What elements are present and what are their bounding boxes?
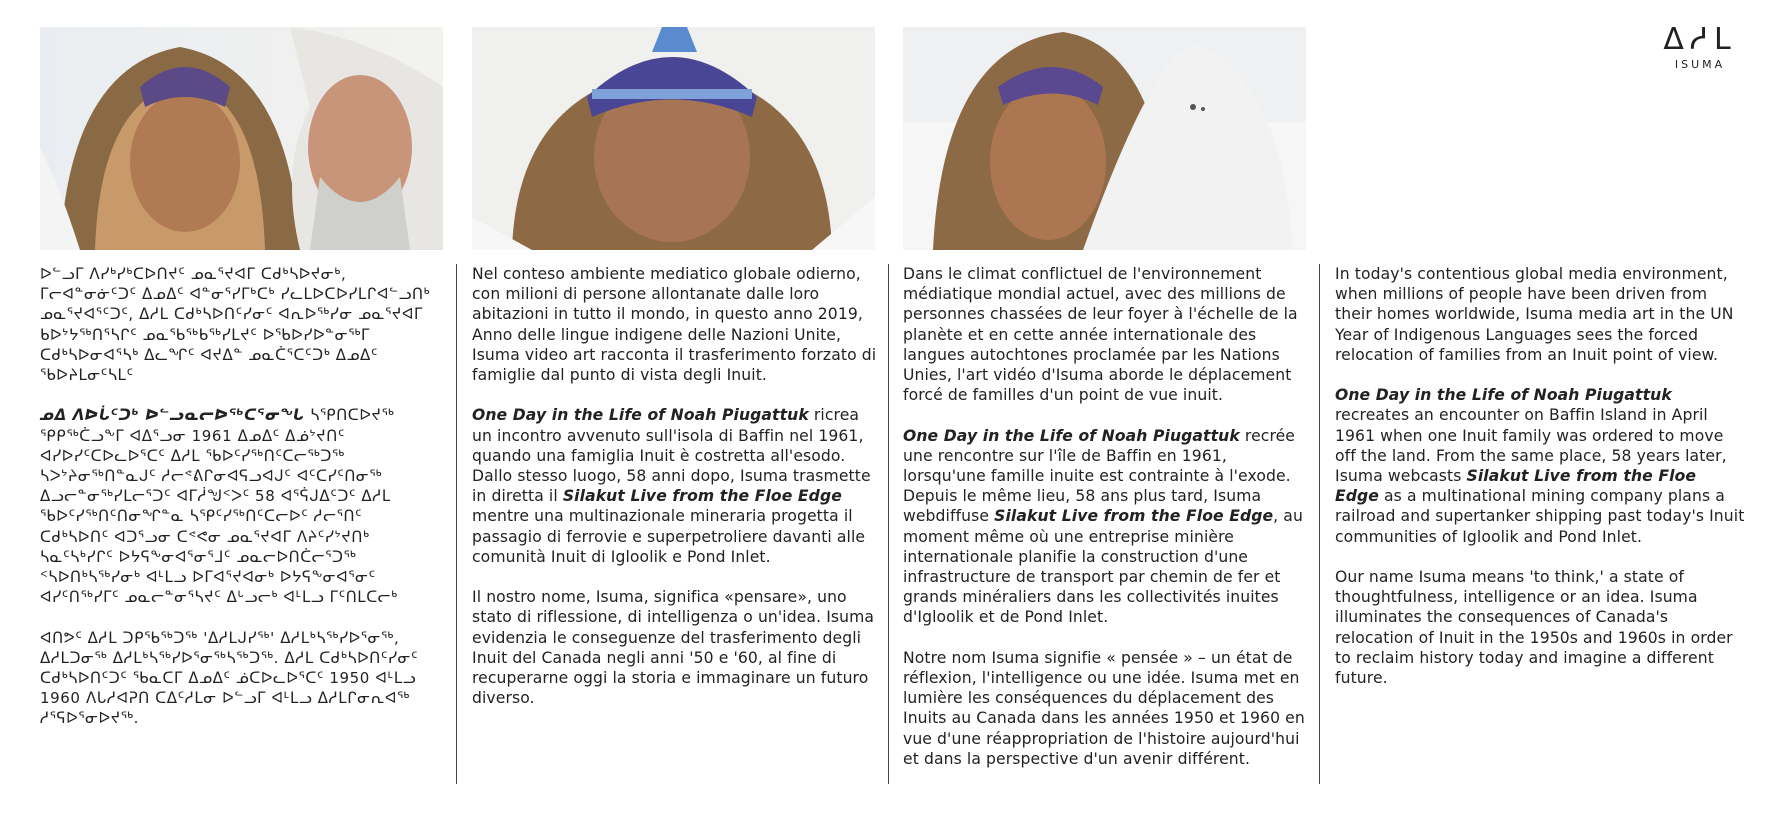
italian-paragraph-3: Il nostro nome, Isuma, significa «pensare», uno stato di riflessione, di intelligenza o un'idea. Isuma evidenzia le conseguenze del trasferimento degli Inuit del Canada negli anni '50 e '60, al fine di recuperarne oggi la storia e immaginare un futuro diverso.	[472, 588, 875, 708]
italian-title-1: One Day in the Life of Noah Piugattuk	[472, 406, 809, 425]
french-paragraph-3: Notre nom Isuma signifie « pensée » – un état de réflexion, l'intelligence ou une idée. Isuma met en lumière les conséquences du déplacement des Inuits au Canada dans les années 1950 et 1960 en vue d'une réappropriation de l'histoire aujourd'hui et dans la perspective d'un avenir différent.	[903, 648, 1305, 768]
photo-elder-profile	[903, 27, 1306, 250]
inuktitut-paragraph-1: ᐅᓪᓗᒥ ᐱᓯᒃᓯᒃᑕᐅᑎᔪᑦ ᓄᓇᕐᔪᐊᒥ ᑕᑯᒃᓴᐅᔪᓂᒃ, ᒥᓕᐊᓐᓂᓃᑦᑐᑦ ᐃᓄᐃᑦ ᐊᓐᓂᕐᓯᒥᒃᑕᒃ ᓯᓚᒪᐅᑕᐅᓯᒪᒋᐊᓪᓗᑎᒃ ᓄᓇᕐᔪᐊᕐᑦᑐᑦ, ᐃᓱᒪ ᑕᑯᒃᓴᐅᑎᑦᓯᓂᑦ ᐊᕆᐅᖅᓯᓂ ᓄᓇᕐᔪᐊᒥ ᑲᐅᔾᔭᖅᑎᕐᓴᒋᑦ ᓄᓇᖃᖅᑲᖅᓯᒪᔪᑦ ᐅᖃᐅᓯᐅᓐᓂᖅᒥ ᑕᑯᒃᓴᐅᓂᐊᕐᓴᒃ ᐃᓚᖏᑦ ᐊᔪᐃᓐ ᓄᓇᑖᕐᑕᑦᑐᒃ ᐃᓄᐃᑦ ᖃᐅᔨᒪᓂᑦᓴᒪᑦ	[40, 265, 431, 385]
column-french	[903, 264, 1313, 789]
column-inuktitut	[40, 264, 435, 749]
english-paragraph-1: In today's contentious global media environment, when millions of people have been driven from their homes worldwide, Isuma media art in the UN Year of Indigenous Languages sees the forced relocation of families from an Inuit point of view.	[1335, 265, 1734, 364]
inuktitut-title: ᓄᐃ ᐱᐅᒑᑦᑐᒃ ᐅᓪᓗᓇᓕᐅᖅᑕᕐᓂᖓ	[40, 406, 305, 425]
english-paragraph-2-text-2: as a multinational mining company plans a railroad and supertanker shipping past today's Inuit communities of Igloolik and Pond Inlet.	[1335, 487, 1745, 546]
italian-paragraph-2	[472, 405, 882, 567]
inuktitut-paragraph-3: ᐊᑎᕗᑦ ᐃᓱᒪ ᑐᑭᖃᖅᑐᖅ 'ᐃᓱᒪᒍᓯᖅ' ᐃᓱᒪᒃᓴᖅᓯᐅᕐᓂᖅ, ᐃᓱᒪᑐᓂᖅ ᐃᓱᒪᒃᓴᖅᓯᐅᕐᓂᖅᓴᖅᑐᖅ. ᐃᓱᒪ ᑕᑯᒃᓴᐅᑎᑦᓯᓂᑦ ᑕᑯᒃᓴᐅᑎᑦᑐᑦ ᖃᓇᑕᒥ ᐃᓄᐃᑦ ᓅᑕᐅᓚᐅᕐᑕᑦ 1950 ᐊᒻᒪᓗ 1960 ᐱᒐᓱᐊᕈᑎ ᑕᐃᑦᓱᒪᓂ ᐅᓪᓗᒥ ᐊᒻᒪᓗ ᐃᓱᒪᒋᓂᕆᐊᖅ ᓱᕐᕋᐅᕐᓂᐅᔪᖅ.	[40, 628, 419, 728]
french-title-2: Silakut Live from the Floe Edge	[994, 507, 1274, 526]
inuktitut-paragraph-2-text: ᓴᕿᑎᑕᐅᔪᖅ ᕿᑭᖅᑖᓗᖕᒥ ᐊᐃᕐᓗᓂ 1961 ᐃᓄᐃᑦ ᐃᓅᔾᔪᑎᑦ ᐊᓯᐅᓯᑦᑕᐅᓚᐅᕐᑕᑦ ᐃᓱᒪ ᖃᐅᑦᓯᖅᑎᑦᑕᓕᖅᑐᖅ ᓴᐳᔾᔨᓂᖅᑎᓐᓇᒍᑦ ᓱᓕᕝᕕᒋᓂᐊᕋᓗᐊᒍᑦ ᐊᑦᑕᓯᑦᑎᓂᖅ ᐃᓗᓕᓐᓂᖅᓯᒪᓕᕐᑐᑦ ᐊᒥᓲᖑᑉᐳᑦ 58 ᐊᕐᕌᒍᐃᑦᑐᑦ ᐃᓱᒪ ᖃᐅᑦᓯᖅᑎᑦᑎᓂᖏᓐᓇ ᓴᕿᑦᓯᖅᑎᑦᑕᓕᐅᑦ ᓱᓕᕐᑎᑦ ᑕᑯᒃᓴᐅᑎᑦ ᐊᑐᕐᓗᓂ ᑕᕝᕙᓂ ᓄᓇᕐᔪᐊᒥ ᐱᔨᑦᓯᔾᔪᑎᒃ ᓴᓇᑦᓴᒃᓯᒋᑦ ᐅᔭᕋᖕᓂᐊᕐᓂᕐᒧᑦ ᓄᓇᓕᐅᑎᑖᓕᕐᑐᖅ ᑉᓴᐅᑎᒃᓴᖅᓯᓂᒃ ᐊᒻᒪᓗ ᐅᒥᐊᕐᔪᐊᓂᒃ ᐅᔭᕋᖕᓂᐊᕐᓂᑦ ᐊᓯᑦᑎᖅᓯᒥᑦ ᓄᓇᓕᓐᓂᕐᓴᔪᑦ ᐃᒡᓗᓕᒃ ᐊᒻᒪᓗ ᒥᑦᑎᒪᑕᓕᒃ	[40, 406, 398, 607]
inuktitut-paragraph-2	[40, 405, 435, 607]
french-paragraph-2-text-2: , au moment même où une entreprise minière internationale planifie la construction d'une infrastructure de transport par chemin de fer et grands minéraliers dans les collectivités inuites d'Igloolik et de Pond Inlet.	[903, 507, 1303, 627]
column-italian	[472, 264, 882, 729]
logo-mark: ᐃᓱᒪ	[1663, 22, 1737, 57]
isuma-logo	[1660, 24, 1740, 76]
english-title-2: Silakut Live from the Floe Edge	[1335, 467, 1697, 506]
french-paragraph-1: Dans le climat conflictuel de l'environnement médiatique mondial actuel, avec des millions de personnes chassées de leur foyer à l'échelle de la planète et en cette année internationale des langues autochtones proclamée par les Nations Unies, l'art vidéo d'Isuma aborde le déplacement forcé de familles d'un point de vue inuit.	[903, 265, 1298, 405]
column-divider-1	[456, 264, 457, 784]
italian-paragraph-2-text-2: mentre una multinazionale mineraria progetta il passagio di ferrovie e superpetroliere davanti alle comunità Inuit di Igloolik e Pond Inlet.	[472, 507, 866, 566]
photo-two-elders	[40, 27, 443, 250]
italian-paragraph-1: Nel conteso ambiente mediatico globale odierno, con milioni di persone allontanate dalle loro abitazioni in tutto il mondo, in questo anno 2019, Anno delle lingue indigene delle Nazioni Unite, Isuma video art racconta il trasferimento forzato di famiglie dal punto di vista degli Inuit.	[472, 265, 877, 385]
logo-name: ISUMA	[1674, 58, 1726, 71]
photo-elder-portrait	[472, 27, 875, 250]
french-title-1: One Day in the Life of Noah Piugattuk	[903, 426, 1240, 445]
french-paragraph-2	[903, 426, 1313, 628]
column-divider-3	[1319, 264, 1320, 784]
english-paragraph-2-text: recreates an encounter on Baffin Island in April 1961 when one Inuit family was ordered to move off the land. From the same place, 58 years later, Isuma webcasts	[1335, 406, 1727, 486]
english-paragraph-3: Our name Isuma means 'to think,' a state of thoughtfulness, intelligence or an idea. Isuma illuminates the consequences of Canada's relocation of Inuit in the 1950s and 1960s in order to reclaim history today and imagine a different future.	[1335, 568, 1733, 688]
english-paragraph-2	[1335, 385, 1745, 547]
italian-title-2: Silakut Live from the Floe Edge	[562, 487, 842, 506]
column-english	[1335, 264, 1745, 708]
italian-paragraph-2-text: ricrea un incontro avvenuto sull'isola di Baffin nel 1961, quando una famiglia Inuit è costretta all'esodo. Dallo stesso luogo, 58 anni dopo, Isuma trasmette in diretta il	[472, 406, 871, 506]
english-title-1: One Day in the Life of Noah Piugattuk	[1335, 386, 1672, 405]
column-divider-2	[888, 264, 889, 784]
french-paragraph-2-text: recrée une rencontre sur l'île de Baffin en 1961, lorsqu'une famille inuite est contrainte à l'exode. Depuis le même lieu, 58 ans plus tard, Isuma webdiffuse	[903, 426, 1295, 526]
